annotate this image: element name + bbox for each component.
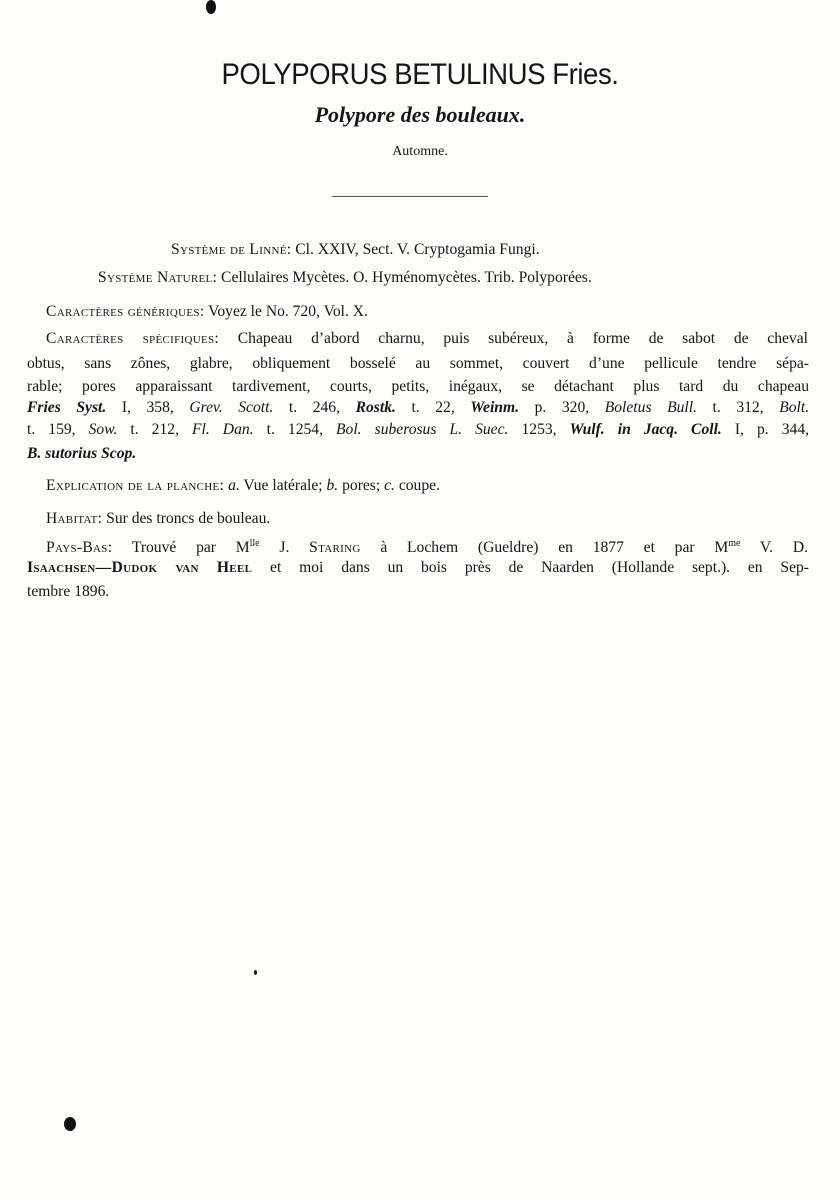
paysbas-mme-sup: me (728, 538, 741, 549)
linne-text: Cl. XXIV, Sect. V. Cryptogamia Fungi. (295, 241, 540, 258)
explication-a-text: Vue latérale; (243, 477, 323, 494)
paysbas-vd: V. D. (759, 539, 808, 557)
ref-sow: Sow. (88, 421, 118, 438)
ref-boletus: Boletus Bull. (604, 399, 697, 416)
page-subtitle: Polypore des bouleaux. (314, 102, 526, 127)
ref-boletus-page: t. 312, (712, 399, 764, 416)
linne-line (171, 240, 540, 260)
ref-grev: Grev. Scott. (189, 399, 274, 416)
ref-fries: Fries Syst. (27, 399, 107, 416)
specifiques-line-1 (46, 329, 808, 349)
ref-wulf-page: I, p. 344, (734, 421, 810, 438)
explication-b-text: pores; (342, 477, 381, 494)
specifiques-line-5 (27, 420, 809, 440)
generiques-text: Voyez le No. 720, Vol. X. (208, 303, 368, 320)
ref-weinm: Weinm. (470, 399, 520, 416)
ref-rostk: Rostk. (355, 399, 396, 416)
generiques-label: Caractères génériques: (46, 303, 205, 320)
ref-bol-suberosus-page: 1253, (521, 421, 557, 438)
specifiques-line-6 (27, 444, 136, 464)
ref-bolt-page: t. 159, (27, 421, 76, 438)
ref-sutorius: B. sutorius Scop. (27, 445, 137, 462)
habitat-text: Sur des troncs de bouleau. (106, 510, 271, 527)
naturel-label: Système Naturel: (98, 269, 218, 286)
naturel-line (98, 268, 592, 288)
ink-speck-top (206, 0, 216, 14)
explication-c-text: coupe. (398, 477, 440, 494)
ref-fries-page: I, 358, (121, 399, 174, 416)
ref-sow-page: t. 212, (130, 421, 179, 438)
paysbas-mlle: Trouvé par M (131, 539, 250, 557)
generiques-line (46, 302, 368, 322)
naturel-text: Cellulaires Mycètes. O. Hyménomycètes. Trib. Polyporées. (221, 269, 592, 286)
specifiques-line-4 (27, 398, 809, 418)
paysbas-line-2 (27, 558, 809, 578)
paysbas-text-1c (380, 539, 740, 556)
specifiques-line-2: obtus, sans zônes, glabre, obliquement bosselé au sommet, couvert d’une pellicule tendre sépa- (27, 355, 809, 372)
explication-label: Explication de la planche: (46, 477, 225, 494)
paysbas-naarden: et moi dans un bois près de Naarden (Hollande sept.). en Sep- (270, 559, 809, 576)
ref-grev-page: t. 246, (288, 399, 341, 416)
specifiques-label: Caractères spécifiques: (46, 330, 220, 347)
page-title: POLYPORUS BETULINUS Fries. (221, 58, 619, 91)
paysbas-line-1 (46, 534, 808, 558)
paysbas-staring: Staring (309, 539, 361, 557)
paysbas-mlle-sup: lle (249, 538, 260, 549)
specifiques-line-3: rable; pores apparaissant tardivement, courts, petits, inégaux, se détachant plus tard du chapeau (27, 378, 809, 395)
explication-b: b. (326, 477, 339, 494)
ref-fl-dan: Fl. Dan. (192, 421, 254, 438)
paysbas-label: Pays-Bas: (46, 539, 113, 557)
divider (332, 196, 488, 197)
linne-label: Système de Linné: (171, 241, 292, 258)
ref-wulf: Wulf. in Jacq. Coll. (569, 421, 722, 438)
ink-speck-bottom-left (64, 1117, 76, 1131)
ref-weinm-page: p. 320, (534, 399, 590, 416)
habitat-label: Habitat: (46, 510, 103, 527)
paysbas-lochem: à Lochem (Gueldre) en 1877 et par M (380, 539, 729, 557)
paysbas-isaachsen: Isaachsen—Dudok van Heel (27, 559, 253, 576)
season-label: Automne. (392, 144, 448, 159)
paysbas-text-1a (132, 539, 260, 556)
explication-line (46, 476, 440, 496)
explication-c: c. (384, 477, 395, 494)
ref-bol-suberosus: Bol. suberosus L. Suec. (336, 421, 509, 438)
ref-fl-dan-page: t. 1254, (266, 421, 323, 438)
habitat-line (46, 509, 270, 529)
paysbas-initial: J. (279, 539, 290, 557)
specifiques-text-1: Chapeau d’abord charnu, puis subéreux, à forme de sabot de cheval (237, 330, 808, 347)
paysbas-line-3: tembre 1896. (27, 583, 110, 600)
ink-speck-dot (254, 970, 257, 975)
ref-rostk-page: t. 22, (411, 399, 455, 416)
explication-a: a. (228, 477, 240, 494)
ref-bolt: Bolt. (779, 399, 810, 416)
